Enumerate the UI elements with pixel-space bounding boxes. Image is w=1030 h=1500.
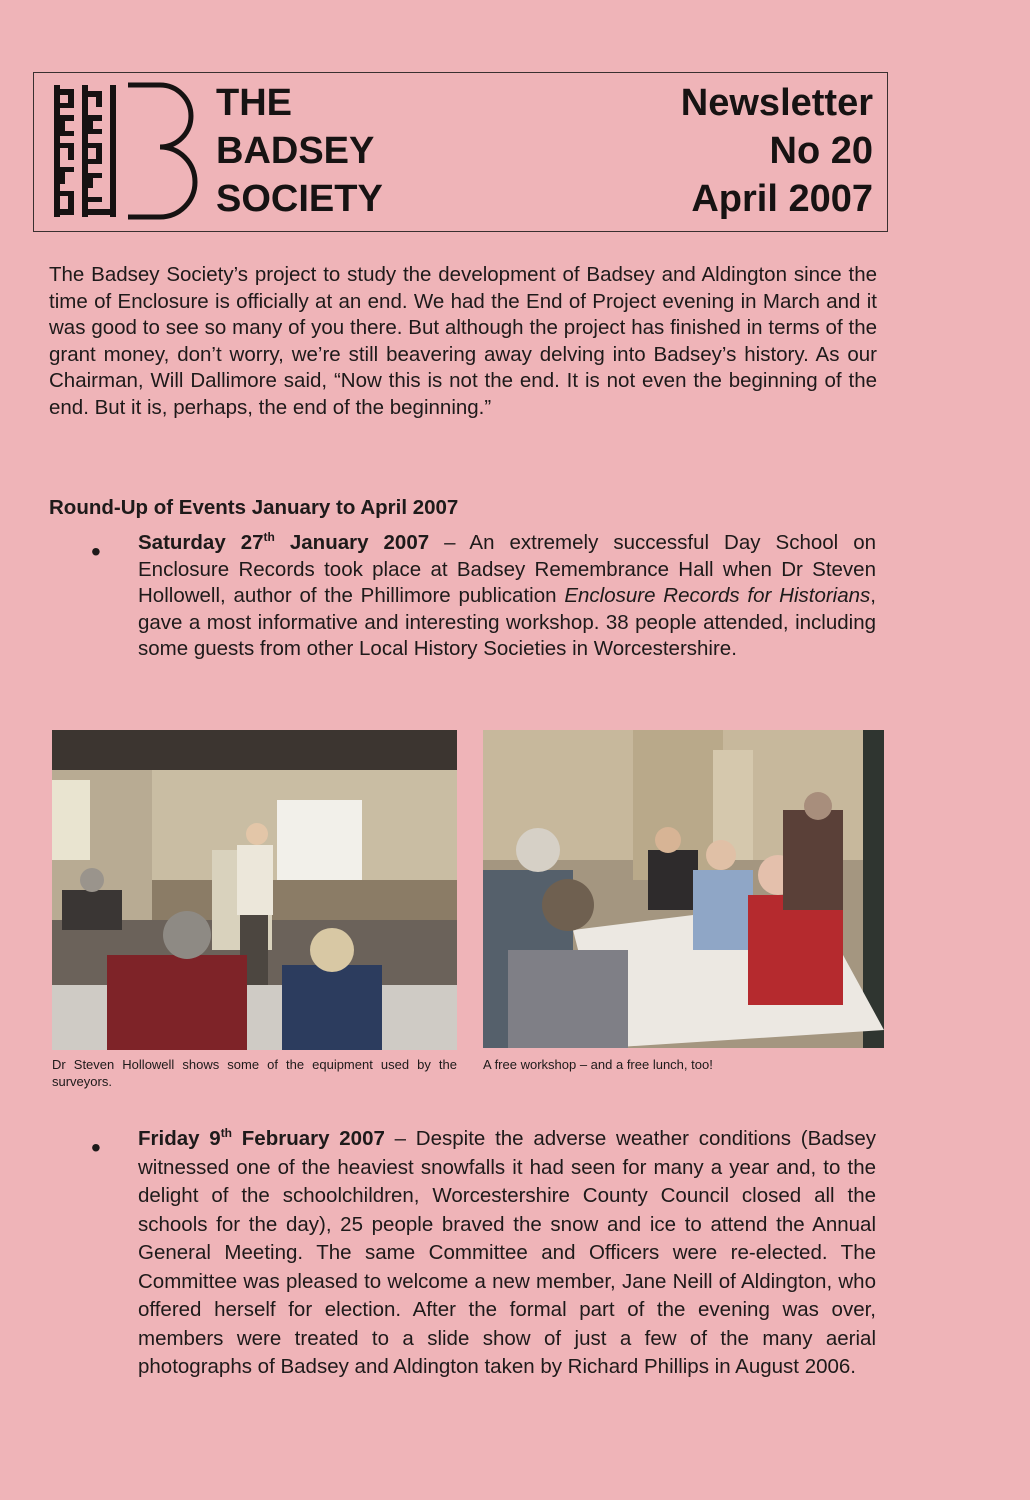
issue-date: April 2007 bbox=[691, 178, 873, 220]
title-line: BADSEY bbox=[216, 130, 375, 172]
issue-number: No 20 bbox=[769, 130, 873, 172]
newsletter-label: Newsletter bbox=[680, 82, 873, 124]
badsey-society-logo bbox=[50, 81, 200, 221]
society-title bbox=[216, 79, 383, 223]
bullet-icon: • bbox=[91, 1132, 101, 1163]
photo-caption: A free workshop – and a free lunch, too! bbox=[483, 1057, 713, 1072]
intro-paragraph: The Badsey Society’s project to study the development of Badsey and Aldington since the time of Enclosure is officially at an end. We had the End of Project evening in March and it was good to see so many of you there. But although the project has finished in terms of the grant money, don’t worry, we’re still beavering away delving into Badsey’s history. As our Chairman, Will Dallimore said, “Now this is not the end. It is not even the beginning of the end. But it is, perhaps, the end of the beginning.” bbox=[49, 263, 877, 419]
title-line: THE bbox=[216, 82, 292, 124]
event-item: Friday 9th February 2007 – Despite the adverse weather conditions (Badsey witnessed one of the heaviest snowfalls it had seen for many a year and, to the delight of the schoolchildren, Worcestershire County Council closed all the schools for the day), 25 people braved the snow and ice to attend the Annual General Meeting. The same Committee and Officers were re-elected. The Committee was pleased to welcome a new member, Jane Neill of Aldington, who offered herself for election. After the formal part of the evening was over, members were treated to a slide show of just a few of the many aerial photographs of Badsey and Aldington taken by Richard Phillips in August 2006. bbox=[138, 1126, 876, 1378]
photo-free-lunch bbox=[483, 730, 884, 1048]
photo-workshop-presentation bbox=[52, 730, 457, 1050]
issue-info bbox=[681, 79, 873, 223]
bullet-icon: • bbox=[91, 536, 101, 567]
book-title: Enclosure Records for Historians bbox=[564, 584, 871, 607]
section-heading: Round-Up of Events January to April 2007 bbox=[49, 496, 459, 519]
event-date: Saturday 27th January 2007 bbox=[138, 530, 430, 554]
event-item: Saturday 27th January 2007 – An extremely successful Day School on Enclosure Records took place at Badsey Remembrance Hall when Dr Steven Hollowell, author of the Phillimore publication Enclosure Records for Historians, gave a most informative and interesting workshop. 38 people attended, including some guests from other Local History Societies in Worcestershire. bbox=[138, 530, 877, 660]
masthead bbox=[33, 72, 888, 232]
event-date: Friday 9th February 2007 bbox=[138, 1126, 385, 1150]
photo-caption: Dr Steven Hollowell shows some of the equipment used by the surveyors. bbox=[52, 1057, 457, 1089]
title-line: SOCIETY bbox=[216, 178, 383, 220]
